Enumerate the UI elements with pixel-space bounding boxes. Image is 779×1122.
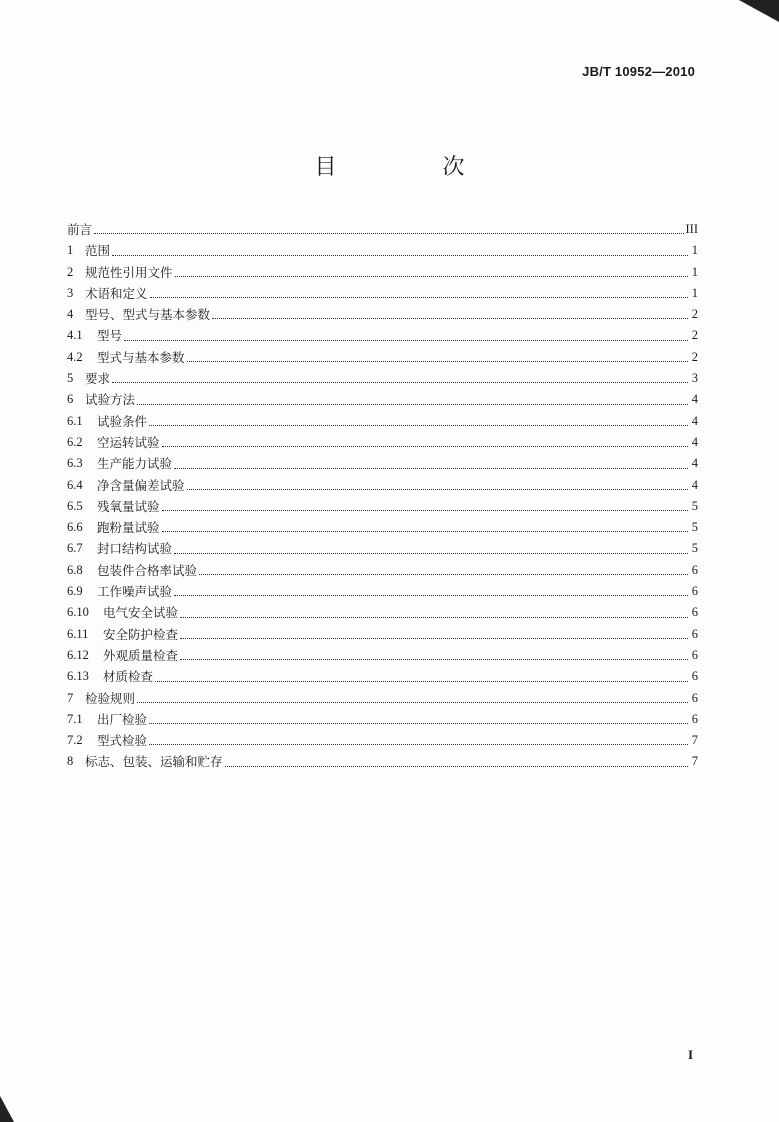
toc-entry[interactable] — [67, 432, 698, 453]
toc-entry[interactable] — [67, 560, 698, 581]
toc-entry-page: 5 — [691, 541, 698, 556]
document-code: JB/T 10952—2010 — [582, 64, 695, 79]
toc-entry-label: 规范性引用文件 — [85, 264, 173, 280]
toc-entry-page: 5 — [691, 520, 698, 535]
toc-entry-number: 7.2 — [67, 733, 83, 748]
toc-entry-label: 出厂检验 — [97, 711, 148, 727]
toc-entry-number: 4 — [67, 307, 74, 322]
toc-entry-label: 试验条件 — [97, 413, 148, 429]
toc-entry[interactable] — [67, 666, 698, 687]
toc-leader-dots — [174, 595, 688, 596]
toc-leader-dots — [149, 425, 688, 426]
toc-entry-label: 标志、包装、运输和贮存 — [85, 754, 223, 770]
toc-entry[interactable] — [67, 496, 698, 517]
toc-entry-number: 6.13 — [67, 669, 89, 684]
toc-entry[interactable] — [67, 581, 698, 602]
toc-leader-dots — [124, 340, 688, 341]
scan-corner-mark — [0, 1096, 14, 1122]
toc-entry-label: 术语和定义 — [85, 285, 148, 301]
toc-entry-label: 工作噪声试验 — [97, 584, 173, 600]
toc-entry-page: 6 — [691, 584, 698, 599]
toc-entry-page: 1 — [691, 285, 698, 300]
toc-entry[interactable] — [67, 453, 698, 474]
page-number: I — [687, 1047, 693, 1062]
toc-leader-dots — [180, 617, 688, 618]
toc-entry-page: 6 — [691, 711, 698, 726]
toc-entry-label: 封口结构试验 — [97, 541, 173, 557]
toc-entry[interactable] — [67, 475, 698, 496]
toc-entry-page: 4 — [691, 413, 698, 428]
toc-entry-page: 5 — [691, 498, 698, 513]
toc-leader-dots — [162, 531, 688, 532]
toc-entry-page: III — [685, 222, 698, 236]
toc-entry-number: 8 — [67, 754, 74, 769]
toc-entry-number: 6.1 — [67, 413, 83, 428]
toc-entry[interactable] — [67, 688, 698, 709]
toc-entry[interactable] — [67, 240, 698, 261]
toc-entry-page: 2 — [691, 307, 698, 322]
toc-leader-dots — [212, 318, 688, 319]
toc-entry-number: 6.6 — [67, 520, 83, 535]
toc-leader-dots — [187, 489, 688, 490]
toc-entry-number: 6.10 — [67, 605, 89, 620]
toc-entry-label: 检验规则 — [85, 690, 136, 706]
toc-entry-number: 6.3 — [67, 456, 83, 471]
toc-entry-label: 残氧量试验 — [97, 498, 160, 514]
toc-entry[interactable] — [67, 347, 698, 368]
toc-entry[interactable] — [67, 368, 698, 389]
toc-entry-page: 6 — [691, 562, 698, 577]
toc-entry[interactable] — [67, 411, 698, 432]
toc-entry[interactable] — [67, 304, 698, 325]
toc-entry-label: 要求 — [85, 371, 111, 387]
toc-leader-dots — [149, 744, 688, 745]
toc-leader-dots — [112, 255, 688, 256]
toc-leader-dots — [137, 404, 688, 405]
toc-entry-label: 范围 — [85, 243, 111, 259]
toc-entry-page: 6 — [691, 605, 698, 620]
toc-leader-dots — [94, 233, 683, 234]
toc-entry-label: 型式与基本参数 — [97, 349, 185, 365]
toc-entry-page: 6 — [691, 690, 698, 705]
table-of-contents — [67, 219, 698, 773]
toc-entry-page: 6 — [691, 647, 698, 662]
toc-entry-number: 7 — [67, 690, 74, 705]
toc-entry-page: 2 — [691, 349, 698, 364]
toc-entry-page: 6 — [691, 669, 698, 684]
toc-entry-number: 6.12 — [67, 647, 89, 662]
toc-entry-label: 跑粉量试验 — [97, 520, 160, 536]
toc-entry-number: 1 — [67, 243, 74, 258]
toc-entry[interactable] — [67, 602, 698, 623]
toc-entry-label: 空运转试验 — [97, 434, 160, 450]
toc-entry[interactable] — [67, 262, 698, 283]
toc-entry-label: 试验方法 — [85, 392, 136, 408]
toc-leader-dots — [175, 276, 688, 277]
toc-entry-page: 1 — [691, 264, 698, 279]
page-title: 目 次 — [314, 155, 507, 180]
toc-entry[interactable] — [67, 517, 698, 538]
toc-entry-label: 型式检验 — [97, 733, 148, 749]
toc-entry-number: 6.8 — [67, 562, 83, 577]
toc-entry-number: 2 — [67, 264, 74, 279]
toc-entry-page: 2 — [691, 328, 698, 343]
toc-leader-dots — [155, 681, 688, 682]
toc-entry-page: 6 — [691, 626, 698, 641]
toc-entry-number: 6.2 — [67, 434, 83, 449]
toc-entry-number: 6.7 — [67, 541, 83, 556]
toc-entry-label: 生产能力试验 — [97, 456, 173, 472]
toc-leader-dots — [187, 361, 688, 362]
toc-entry-label: 安全防护检查 — [103, 626, 179, 642]
toc-entry-label: 净含量偏差试验 — [97, 477, 185, 493]
toc-entry[interactable] — [67, 645, 698, 666]
toc-entry-label: 前言 — [67, 222, 93, 237]
toc-leader-dots — [174, 553, 688, 554]
toc-leader-dots — [180, 638, 688, 639]
toc-entry[interactable] — [67, 538, 698, 559]
toc-entry[interactable] — [67, 325, 698, 346]
toc-leader-dots — [199, 574, 688, 575]
toc-entry[interactable] — [67, 283, 698, 304]
toc-leader-dots — [112, 382, 688, 383]
toc-entry-number: 3 — [67, 285, 74, 300]
toc-leader-dots — [162, 446, 688, 447]
toc-entry-number: 5 — [67, 371, 74, 386]
toc-entry[interactable] — [67, 624, 698, 645]
toc-entry-number: 4.2 — [67, 349, 83, 364]
toc-leader-dots — [225, 766, 688, 767]
scan-corner-mark — [739, 0, 779, 22]
toc-entry-number: 7.1 — [67, 711, 83, 726]
toc-entry-page: 4 — [691, 477, 698, 492]
toc-leader-dots — [180, 659, 688, 660]
toc-entry-number: 4.1 — [67, 328, 83, 343]
toc-entry-number: 6.4 — [67, 477, 83, 492]
toc-entry[interactable] — [67, 219, 698, 240]
toc-entry-page: 4 — [691, 392, 698, 407]
toc-entry-label: 外观质量检查 — [103, 647, 179, 663]
toc-entry-page: 7 — [691, 754, 698, 769]
toc-entry[interactable] — [67, 751, 698, 772]
toc-entry-number: 6.9 — [67, 584, 83, 599]
toc-entry[interactable] — [67, 389, 698, 410]
toc-entry-label: 型号、型式与基本参数 — [85, 307, 211, 323]
toc-leader-dots — [149, 723, 688, 724]
toc-leader-dots — [162, 510, 688, 511]
toc-entry-page: 7 — [691, 733, 698, 748]
toc-entry-label: 电气安全试验 — [103, 605, 179, 621]
toc-entry-label: 材质检查 — [103, 669, 154, 685]
toc-leader-dots — [137, 702, 688, 703]
toc-entry-page: 4 — [691, 434, 698, 449]
toc-entry-number: 6 — [67, 392, 74, 407]
toc-leader-dots — [150, 297, 688, 298]
toc-entry-number: 6.11 — [67, 626, 89, 641]
toc-entry[interactable] — [67, 730, 698, 751]
toc-entry-label: 型号 — [97, 328, 123, 344]
toc-entry-page: 1 — [691, 243, 698, 258]
toc-entry[interactable] — [67, 709, 698, 730]
toc-entry-number: 6.5 — [67, 498, 83, 513]
toc-entry-label: 包装件合格率试验 — [97, 562, 198, 578]
toc-leader-dots — [174, 468, 688, 469]
toc-entry-page: 3 — [691, 371, 698, 386]
toc-entry-page: 4 — [691, 456, 698, 471]
